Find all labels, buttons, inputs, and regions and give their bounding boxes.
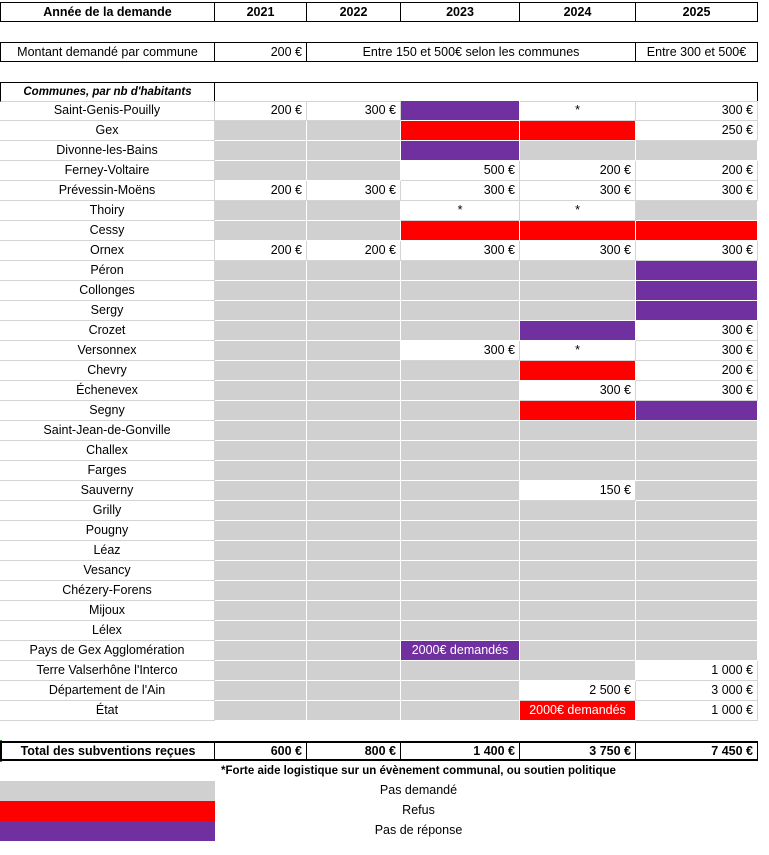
cell-thoiry-2021[interactable]: [215, 201, 307, 221]
table-row: [0, 341, 769, 361]
row-label-cessy[interactable]: Cessy: [0, 221, 215, 241]
cell-divonne-les-bains-2022[interactable]: [307, 141, 401, 161]
header-row: [0, 2, 769, 22]
row-label-saint-genis-pouilly[interactable]: Saint-Genis-Pouilly: [0, 101, 215, 121]
cell-lelex-2022[interactable]: [307, 621, 401, 641]
cell-segny-2021[interactable]: [215, 401, 307, 421]
row-label-sergy[interactable]: Sergy: [0, 301, 215, 321]
cell-chevry-2023[interactable]: [401, 361, 520, 381]
section-blank[interactable]: [215, 82, 758, 102]
table-row: [0, 101, 769, 121]
header-year-2024[interactable]: 2024: [520, 2, 636, 22]
section-row: [0, 82, 769, 102]
table-row: [0, 181, 769, 201]
cell-gex-2023[interactable]: [401, 121, 520, 141]
legend-swatch-red[interactable]: [0, 801, 215, 821]
table-row: [0, 161, 769, 181]
cell-terre-valserhone-l-interco-2024[interactable]: [520, 661, 636, 681]
cell-cessy-2024[interactable]: [520, 221, 636, 241]
cell-cessy-2025[interactable]: [636, 221, 758, 241]
cell-saint-jean-de-gonville-2023[interactable]: [401, 421, 520, 441]
cell-vesancy-2022[interactable]: [307, 561, 401, 581]
cell-etat-2023[interactable]: [401, 701, 520, 721]
amount-row: [0, 42, 769, 62]
row-label-gex[interactable]: Gex: [0, 121, 215, 141]
amount-2025[interactable]: Entre 300 et 500€: [636, 42, 758, 62]
table-row: [0, 501, 769, 521]
cell-saint-genis-pouilly-2021[interactable]: 200 €: [215, 101, 307, 121]
table-row: [0, 461, 769, 481]
cell-ferney-voltaire-2022[interactable]: [307, 161, 401, 181]
cell-vesancy-2025[interactable]: [636, 561, 758, 581]
cell-sauverny-2025[interactable]: [636, 481, 758, 501]
header-label[interactable]: Année de la demande: [0, 2, 215, 22]
cell-thoiry-2022[interactable]: [307, 201, 401, 221]
cell-pays-de-gex-agglomeration-2025[interactable]: [636, 641, 758, 661]
legend-label-not-requested[interactable]: Pas demandé: [379, 783, 458, 797]
cell-pougny-2022[interactable]: [307, 521, 401, 541]
row-label-pays-de-gex-agglomeration[interactable]: Pays de Gex Agglomération: [0, 641, 215, 661]
row-label-ferney-voltaire[interactable]: Ferney-Voltaire: [0, 161, 215, 181]
cell-grilly-2025[interactable]: [636, 501, 758, 521]
amount-2022-2024[interactable]: Entre 150 et 500€ selon les communes: [307, 42, 636, 62]
cell-echenevex-2022[interactable]: [307, 381, 401, 401]
cell-thoiry-2023[interactable]: *: [401, 201, 520, 221]
cell-collonges-2021[interactable]: [215, 281, 307, 301]
total-2024[interactable]: 3 750 €: [520, 741, 636, 761]
table-row: [0, 701, 769, 721]
cell-chevry-2024[interactable]: [520, 361, 636, 381]
cell-peron-2022[interactable]: [307, 261, 401, 281]
row-label-challex[interactable]: Challex: [0, 441, 215, 461]
cell-vesancy-2021[interactable]: [215, 561, 307, 581]
legend-swatch-grey[interactable]: [0, 781, 215, 801]
cell-terre-valserhone-l-interco-2025[interactable]: 1 000 €: [636, 661, 758, 681]
cell-mijoux-2022[interactable]: [307, 601, 401, 621]
table-row: [0, 681, 769, 701]
cell-terre-valserhone-l-interco-2021[interactable]: [215, 661, 307, 681]
cell-prevessin-moens-2023[interactable]: 300 €: [401, 181, 520, 201]
cell-pays-de-gex-agglomeration-2022[interactable]: [307, 641, 401, 661]
cell-mijoux-2023[interactable]: [401, 601, 520, 621]
cell-crozet-2022[interactable]: [307, 321, 401, 341]
cell-peron-2025[interactable]: [636, 261, 758, 281]
cell-lelex-2021[interactable]: [215, 621, 307, 641]
cell-vesancy-2024[interactable]: [520, 561, 636, 581]
row-label-crozet[interactable]: Crozet: [0, 321, 215, 341]
row-label-departement-de-l-ain[interactable]: Département de l'Ain: [0, 681, 215, 701]
cell-leaz-2022[interactable]: [307, 541, 401, 561]
cell-sauverny-2022[interactable]: [307, 481, 401, 501]
table-row: [0, 621, 769, 641]
cell-etat-2024[interactable]: 2000€ demandés: [520, 701, 636, 721]
cell-sergy-2022[interactable]: [307, 301, 401, 321]
cell-sauverny-2021[interactable]: [215, 481, 307, 501]
cell-ferney-voltaire-2023[interactable]: 500 €: [401, 161, 520, 181]
cell-ornex-2025[interactable]: 300 €: [636, 241, 758, 261]
cell-collonges-2022[interactable]: [307, 281, 401, 301]
totals-label[interactable]: Total des subventions reçues: [0, 741, 215, 761]
cell-ornex-2022[interactable]: 200 €: [307, 241, 401, 261]
table-row: [0, 421, 769, 441]
cell-pays-de-gex-agglomeration-2021[interactable]: [215, 641, 307, 661]
cell-thoiry-2025[interactable]: [636, 201, 758, 221]
row-label-etat[interactable]: État: [0, 701, 215, 721]
cell-segny-2023[interactable]: [401, 401, 520, 421]
table-row: [0, 661, 769, 681]
table-row: [0, 281, 769, 301]
cell-etat-2025[interactable]: 1 000 €: [636, 701, 758, 721]
cell-sergy-2024[interactable]: [520, 301, 636, 321]
cell-pougny-2025[interactable]: [636, 521, 758, 541]
row-label-terre-valserhone-l-interco[interactable]: Terre Valserhône l'Interco: [0, 661, 215, 681]
cell-leaz-2023[interactable]: [401, 541, 520, 561]
cell-versonnex-2025[interactable]: 300 €: [636, 341, 758, 361]
cell-farges-2021[interactable]: [215, 461, 307, 481]
row-label-sauverny[interactable]: Sauverny: [0, 481, 215, 501]
table-row: [0, 241, 769, 261]
cell-farges-2022[interactable]: [307, 461, 401, 481]
table-row: [0, 581, 769, 601]
cell-sergy-2023[interactable]: [401, 301, 520, 321]
cell-leaz-2024[interactable]: [520, 541, 636, 561]
cell-ornex-2023[interactable]: 300 €: [401, 241, 520, 261]
cell-vesancy-2023[interactable]: [401, 561, 520, 581]
cell-segny-2025[interactable]: [636, 401, 758, 421]
header-year-2023[interactable]: 2023: [401, 2, 520, 22]
cell-saint-jean-de-gonville-2025[interactable]: [636, 421, 758, 441]
row-label-vesancy[interactable]: Vesancy: [0, 561, 215, 581]
cell-prevessin-moens-2024[interactable]: 300 €: [520, 181, 636, 201]
row-label-versonnex[interactable]: Versonnex: [0, 341, 215, 361]
table-row: [0, 201, 769, 221]
table-row: [0, 301, 769, 321]
cell-peron-2021[interactable]: [215, 261, 307, 281]
cell-grilly-2023[interactable]: [401, 501, 520, 521]
cell-lelex-2025[interactable]: [636, 621, 758, 641]
cell-saint-jean-de-gonville-2022[interactable]: [307, 421, 401, 441]
cell-peron-2024[interactable]: [520, 261, 636, 281]
cell-segny-2022[interactable]: [307, 401, 401, 421]
cell-mijoux-2025[interactable]: [636, 601, 758, 621]
cell-collonges-2024[interactable]: [520, 281, 636, 301]
cell-sergy-2021[interactable]: [215, 301, 307, 321]
amount-label[interactable]: Montant demandé par commune: [0, 42, 215, 62]
row-label-lelex[interactable]: Lélex: [0, 621, 215, 641]
cell-leaz-2021[interactable]: [215, 541, 307, 561]
cell-cessy-2021[interactable]: [215, 221, 307, 241]
table-row: [0, 361, 769, 381]
row-label-thoiry[interactable]: Thoiry: [0, 201, 215, 221]
cell-departement-de-l-ain-2023[interactable]: [401, 681, 520, 701]
cell-challex-2021[interactable]: [215, 441, 307, 461]
legend-label-refused[interactable]: Refus: [402, 803, 435, 817]
cell-versonnex-2023[interactable]: 300 €: [401, 341, 520, 361]
cell-pougny-2024[interactable]: [520, 521, 636, 541]
cell-terre-valserhone-l-interco-2023[interactable]: [401, 661, 520, 681]
header-year-2022[interactable]: 2022: [307, 2, 401, 22]
table-row: [0, 221, 769, 241]
cell-terre-valserhone-l-interco-2022[interactable]: [307, 661, 401, 681]
cell-pays-de-gex-agglomeration-2024[interactable]: [520, 641, 636, 661]
cell-mijoux-2024[interactable]: [520, 601, 636, 621]
cell-ornex-2024[interactable]: 300 €: [520, 241, 636, 261]
cell-chezery-forens-2023[interactable]: [401, 581, 520, 601]
row-label-saint-jean-de-gonville[interactable]: Saint-Jean-de-Gonville: [0, 421, 215, 441]
cell-challex-2023[interactable]: [401, 441, 520, 461]
cell-saint-jean-de-gonville-2024[interactable]: [520, 421, 636, 441]
cell-challex-2024[interactable]: [520, 441, 636, 461]
cell-crozet-2021[interactable]: [215, 321, 307, 341]
table-row: [0, 141, 769, 161]
cell-prevessin-moens-2025[interactable]: 300 €: [636, 181, 758, 201]
section-label[interactable]: Communes, par nb d'habitants: [0, 82, 215, 102]
cell-crozet-2023[interactable]: [401, 321, 520, 341]
cell-etat-2021[interactable]: [215, 701, 307, 721]
cell-ornex-2021[interactable]: 200 €: [215, 241, 307, 261]
cell-cessy-2023[interactable]: [401, 221, 520, 241]
cell-grilly-2021[interactable]: [215, 501, 307, 521]
row-label-segny[interactable]: Segny: [0, 401, 215, 421]
cell-farges-2024[interactable]: [520, 461, 636, 481]
footnote[interactable]: *Forte aide logistique sur un évènement communal, ou soutien politique: [221, 765, 616, 777]
cell-sergy-2025[interactable]: [636, 301, 758, 321]
cell-pougny-2023[interactable]: [401, 521, 520, 541]
cell-echenevex-2023[interactable]: [401, 381, 520, 401]
cell-departement-de-l-ain-2022[interactable]: [307, 681, 401, 701]
cell-prevessin-moens-2021[interactable]: 200 €: [215, 181, 307, 201]
totals-row: [0, 741, 769, 761]
cell-chezery-forens-2021[interactable]: [215, 581, 307, 601]
cell-farges-2023[interactable]: [401, 461, 520, 481]
header-year-2025[interactable]: 2025: [636, 2, 758, 22]
table-row: [0, 401, 769, 421]
cell-gex-2022[interactable]: [307, 121, 401, 141]
cell-echenevex-2021[interactable]: [215, 381, 307, 401]
cell-gex-2025[interactable]: 250 €: [636, 121, 758, 141]
total-2022[interactable]: 800 €: [307, 741, 401, 761]
cell-ferney-voltaire-2025[interactable]: 200 €: [636, 161, 758, 181]
cell-peron-2023[interactable]: [401, 261, 520, 281]
total-2025[interactable]: 7 450 €: [636, 741, 758, 761]
cell-divonne-les-bains-2021[interactable]: [215, 141, 307, 161]
cell-pays-de-gex-agglomeration-2023[interactable]: 2000€ demandés: [401, 641, 520, 661]
cell-pougny-2021[interactable]: [215, 521, 307, 541]
row-label-pougny[interactable]: Pougny: [0, 521, 215, 541]
cell-crozet-2025[interactable]: 300 €: [636, 321, 758, 341]
total-2023[interactable]: 1 400 €: [401, 741, 520, 761]
cell-lelex-2023[interactable]: [401, 621, 520, 641]
cell-departement-de-l-ain-2021[interactable]: [215, 681, 307, 701]
table-row: [0, 121, 769, 141]
table-row: [0, 541, 769, 561]
table-row: [0, 381, 769, 401]
table-row: [0, 441, 769, 461]
cell-saint-genis-pouilly-2022[interactable]: 300 €: [307, 101, 401, 121]
row-label-divonne-les-bains[interactable]: Divonne-les-Bains: [0, 141, 215, 161]
cell-ferney-voltaire-2024[interactable]: 200 €: [520, 161, 636, 181]
row-label-echenevex[interactable]: Échenevex: [0, 381, 215, 401]
row-label-chezery-forens[interactable]: Chézery-Forens: [0, 581, 215, 601]
cell-gex-2024[interactable]: [520, 121, 636, 141]
cell-segny-2024[interactable]: [520, 401, 636, 421]
cell-versonnex-2022[interactable]: [307, 341, 401, 361]
cell-collonges-2023[interactable]: [401, 281, 520, 301]
total-2021[interactable]: 600 €: [215, 741, 307, 761]
cell-leaz-2025[interactable]: [636, 541, 758, 561]
cell-saint-genis-pouilly-2025[interactable]: 300 €: [636, 101, 758, 121]
table-row: [0, 321, 769, 341]
row-label-chevry[interactable]: Chevry: [0, 361, 215, 381]
cell-divonne-les-bains-2025[interactable]: [636, 141, 758, 161]
cell-grilly-2024[interactable]: [520, 501, 636, 521]
amount-2021[interactable]: 200 €: [215, 42, 307, 62]
cell-ferney-voltaire-2021[interactable]: [215, 161, 307, 181]
cell-divonne-les-bains-2023[interactable]: [401, 141, 520, 161]
header-year-2021[interactable]: 2021: [215, 2, 307, 22]
cell-gex-2021[interactable]: [215, 121, 307, 141]
cell-thoiry-2024[interactable]: *: [520, 201, 636, 221]
cell-collonges-2025[interactable]: [636, 281, 758, 301]
table-row: [0, 261, 769, 281]
table-row: [0, 601, 769, 621]
cell-challex-2025[interactable]: [636, 441, 758, 461]
cell-saint-genis-pouilly-2023[interactable]: [401, 101, 520, 121]
cell-sauverny-2024[interactable]: 150 €: [520, 481, 636, 501]
cell-versonnex-2024[interactable]: *: [520, 341, 636, 361]
cell-chevry-2021[interactable]: [215, 361, 307, 381]
row-label-peron[interactable]: Péron: [0, 261, 215, 281]
row-label-ornex[interactable]: Ornex: [0, 241, 215, 261]
table-row: [0, 561, 769, 581]
cell-echenevex-2025[interactable]: 300 €: [636, 381, 758, 401]
cell-grilly-2022[interactable]: [307, 501, 401, 521]
cell-saint-jean-de-gonville-2021[interactable]: [215, 421, 307, 441]
cell-chezery-forens-2025[interactable]: [636, 581, 758, 601]
cell-cessy-2022[interactable]: [307, 221, 401, 241]
cell-saint-genis-pouilly-2024[interactable]: *: [520, 101, 636, 121]
cell-challex-2022[interactable]: [307, 441, 401, 461]
row-label-collonges[interactable]: Collonges: [0, 281, 215, 301]
cell-chezery-forens-2022[interactable]: [307, 581, 401, 601]
cell-divonne-les-bains-2024[interactable]: [520, 141, 636, 161]
table-row: [0, 481, 769, 501]
cell-crozet-2024[interactable]: [520, 321, 636, 341]
cell-departement-de-l-ain-2024[interactable]: 2 500 €: [520, 681, 636, 701]
legend-label-no-answer[interactable]: Pas de réponse: [374, 823, 463, 837]
cell-sauverny-2023[interactable]: [401, 481, 520, 501]
cell-chezery-forens-2024[interactable]: [520, 581, 636, 601]
cell-prevessin-moens-2022[interactable]: 300 €: [307, 181, 401, 201]
cell-versonnex-2021[interactable]: [215, 341, 307, 361]
row-label-prevessin-moens[interactable]: Prévessin-Moëns: [0, 181, 215, 201]
table-row: [0, 521, 769, 541]
row-label-mijoux[interactable]: Mijoux: [0, 601, 215, 621]
cell-departement-de-l-ain-2025[interactable]: 3 000 €: [636, 681, 758, 701]
cell-etat-2022[interactable]: [307, 701, 401, 721]
row-label-leaz[interactable]: Léaz: [0, 541, 215, 561]
cell-chevry-2022[interactable]: [307, 361, 401, 381]
row-label-farges[interactable]: Farges: [0, 461, 215, 481]
cell-echenevex-2024[interactable]: 300 €: [520, 381, 636, 401]
cell-lelex-2024[interactable]: [520, 621, 636, 641]
table-row: [0, 641, 769, 661]
row-label-grilly[interactable]: Grilly: [0, 501, 215, 521]
cell-chevry-2025[interactable]: 200 €: [636, 361, 758, 381]
cell-mijoux-2021[interactable]: [215, 601, 307, 621]
legend-swatch-purple[interactable]: [0, 821, 215, 841]
cell-farges-2025[interactable]: [636, 461, 758, 481]
